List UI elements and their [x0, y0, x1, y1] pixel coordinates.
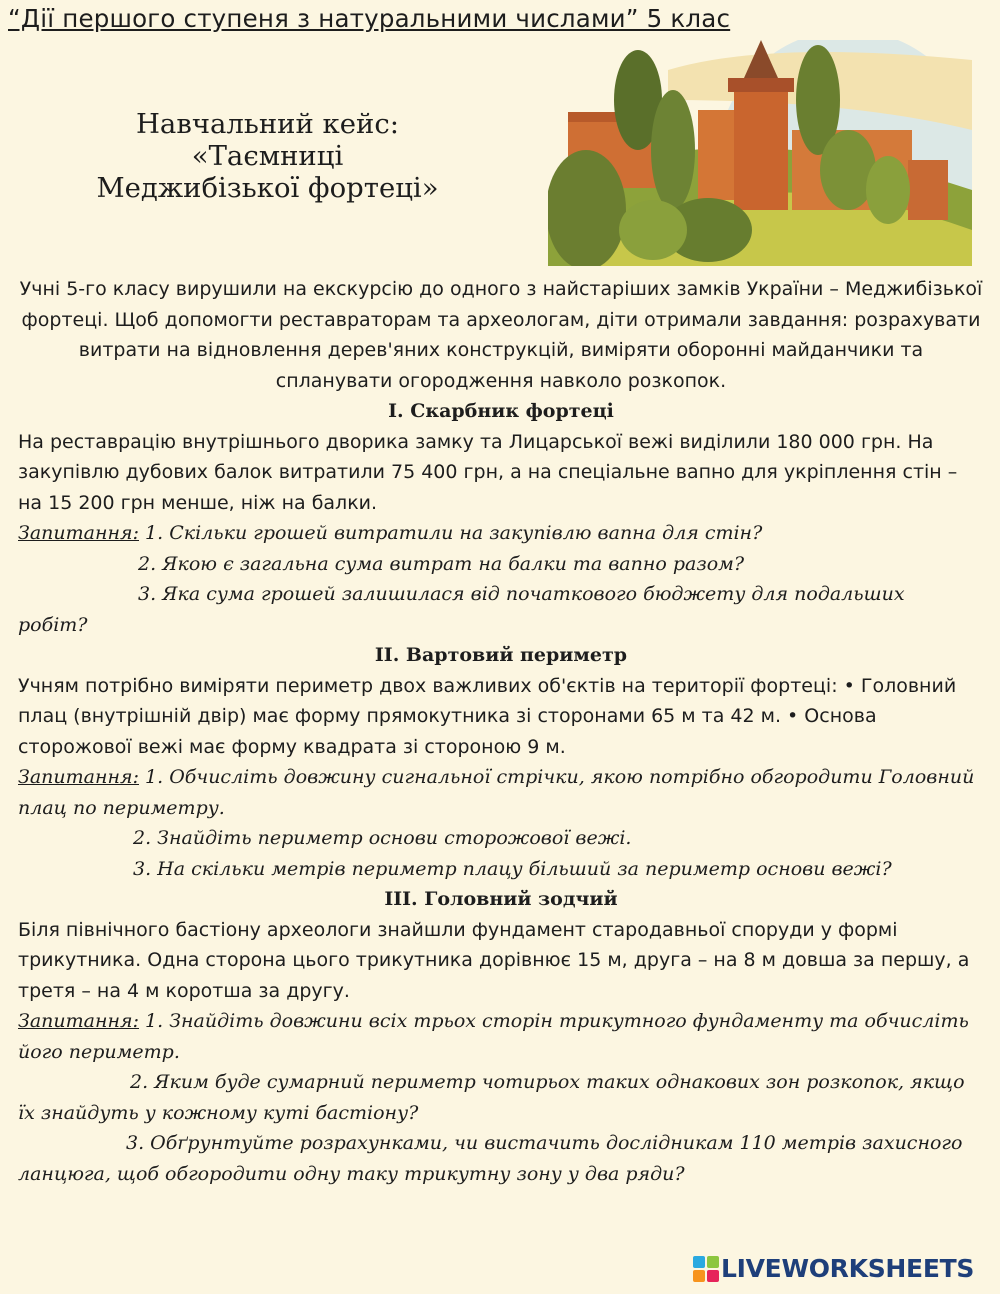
question: 2. Яким буде сумарний периметр чотирьох таких однакових зон розкопок, якщо	[130, 1071, 965, 1093]
question-label: Запитання:	[18, 1010, 139, 1032]
question-text: 1. Скільки грошей витратили на закупівлю вапна для стін?	[139, 522, 763, 544]
section-text: Учням потрібно виміряти периметр двох важливих об'єктів на території фортеці: • Головний плац (внутрішній двір) має форму прямокутника зі сторонами 65 м та 42 м. • Основа сторожової вежі має форму квадрата зі стороною 9 м.	[18, 674, 957, 758]
case-title-line: Меджибізької фортеці»	[96, 172, 439, 204]
liveworksheets-logo[interactable]	[693, 1254, 974, 1284]
question: 2. Знайдіть периметр основи сторожової вежі.	[133, 827, 632, 849]
section-text: Біля північного бастіону археологи знайшли фундамент стародавньої споруди у формі трикутника. Одна сторона цього трикутника дорівнює 15 м, друга – на 8 м довша за першу, а третя – на 4 м коротша за другу.	[18, 918, 970, 1002]
worksheet-topic: “Дії першого ступеня з натуральними числами” 5 клас	[8, 4, 731, 33]
section-heading: ІІ. Вартовий периметр	[374, 644, 628, 666]
question-continuation: робіт?	[18, 613, 88, 636]
case-title-line: «Таємниці	[191, 140, 344, 172]
intro-text: Учні 5-го класу вирушили на екскурсію до одного з найстаріших замків України – Меджибізької фортеці. Щоб допомогти реставраторам та археологам, діти отримали завдання: розрахувати витрати на відновлення дерев'яних конструкцій, виміряти оборонні майданчики та спланувати огородження навколо розкопок.	[19, 278, 983, 392]
question	[18, 762, 984, 823]
liveworksheets-logo-text: LIVEWORKSHEETS	[721, 1254, 975, 1283]
question: 3. На скільки метрів периметр плацу більший за периметр основи вежі?	[133, 857, 892, 880]
section-heading: ІІІ. Головний зодчий	[384, 888, 618, 910]
liveworksheets-logo-icon	[693, 1256, 719, 1282]
question	[18, 1006, 984, 1067]
question: 2. Якою є загальна сума витрат на балки та вапно разом?	[138, 552, 745, 575]
question-label: Запитання:	[18, 766, 139, 788]
case-title	[60, 108, 475, 204]
section-heading: І. Скарбник фортеці	[388, 400, 614, 422]
question-label: Запитання:	[18, 522, 139, 544]
question-text: 1. Знайдіть довжини всіх трьох сторін трикутного фундаменту та обчисліть його периметр.	[18, 1010, 969, 1063]
question-continuation: ланцюга, щоб обгородити одну таку трикутну зону у два ряди?	[18, 1162, 685, 1185]
question	[18, 518, 984, 549]
question: 3. Обґрунтуйте розрахунками, чи вистачить дослідникам 110 метрів захисного	[126, 1132, 963, 1154]
question-text: 1. Обчисліть довжину сигнальної стрічки, якою потрібно обгородити Головний плац по периметру.	[18, 766, 975, 819]
fortress-illustration	[548, 40, 972, 266]
question-continuation: їх знайдуть у кожному куті бастіону?	[18, 1101, 419, 1124]
question: 3. Яка сума грошей залишилася від початкового бюджету для подальших	[138, 583, 905, 605]
worksheet-content	[18, 274, 984, 1189]
section-text: На реставрацію внутрішнього дворика замку та Лицарської вежі виділили 180 000 грн. На закупівлю дубових балок витратили 75 400 грн, а на спеціальне вапно для укріплення стін – на 15 200 грн менше, ніж на балки.	[18, 430, 958, 514]
case-title-line: Навчальний кейс:	[135, 108, 400, 140]
